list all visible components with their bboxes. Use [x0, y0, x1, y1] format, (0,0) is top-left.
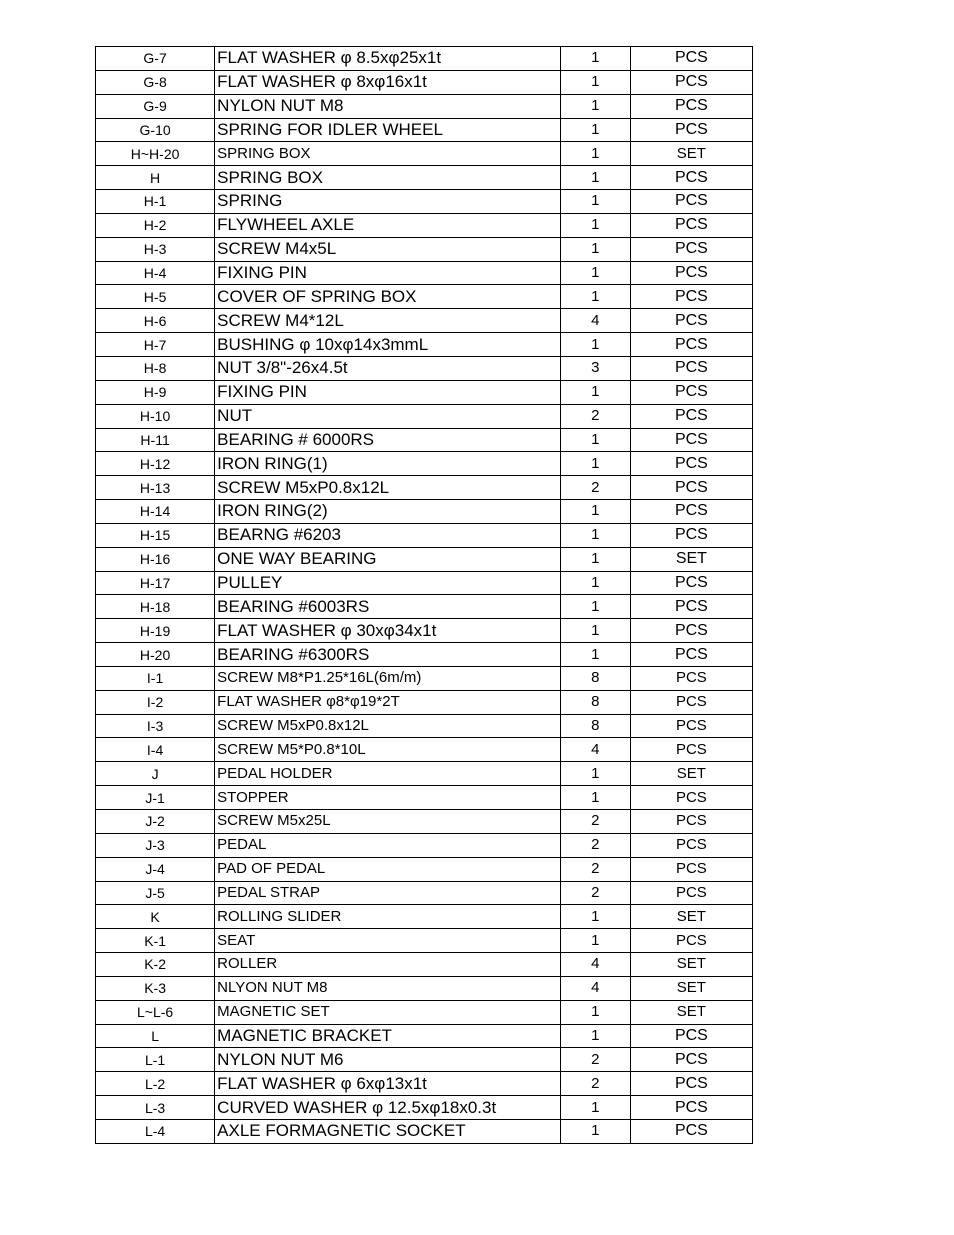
part-code-cell: H-11 [96, 428, 215, 452]
part-code-cell: G-10 [96, 118, 215, 142]
part-code-cell: K [96, 905, 215, 929]
part-unit-cell: SET [630, 976, 752, 1000]
table-row [96, 428, 753, 452]
part-quantity-cell: 2 [560, 1072, 630, 1096]
part-unit-cell: PCS [630, 881, 752, 905]
part-code-cell: K-1 [96, 929, 215, 953]
part-code-cell: L-4 [96, 1119, 215, 1143]
part-unit-cell: PCS [630, 94, 752, 118]
part-quantity-cell: 2 [560, 881, 630, 905]
part-code-cell: H-3 [96, 237, 215, 261]
part-description-cell: PEDAL STRAP [215, 881, 561, 905]
part-description-cell: PULLEY [215, 571, 561, 595]
part-unit-cell: PCS [630, 118, 752, 142]
part-description-cell: SPRING [215, 190, 561, 214]
table-row [96, 47, 753, 71]
part-unit-cell: PCS [630, 500, 752, 524]
part-quantity-cell: 1 [560, 428, 630, 452]
part-unit-cell: PCS [630, 738, 752, 762]
part-quantity-cell: 1 [560, 190, 630, 214]
parts-list-table [95, 46, 753, 1144]
table-row [96, 571, 753, 595]
part-quantity-cell: 1 [560, 1096, 630, 1120]
part-description-cell: SCREW M5xP0.8x12L [215, 476, 561, 500]
part-description-cell: CURVED WASHER φ 12.5xφ18x0.3t [215, 1096, 561, 1120]
part-unit-cell: PCS [630, 333, 752, 357]
table-row [96, 833, 753, 857]
part-unit-cell: PCS [630, 166, 752, 190]
part-code-cell: J-1 [96, 786, 215, 810]
table-row [96, 1072, 753, 1096]
part-quantity-cell: 1 [560, 643, 630, 667]
part-code-cell: G-9 [96, 94, 215, 118]
part-code-cell: H-18 [96, 595, 215, 619]
part-code-cell: I-1 [96, 666, 215, 690]
table-row [96, 261, 753, 285]
part-unit-cell: PCS [630, 237, 752, 261]
table-row [96, 786, 753, 810]
part-quantity-cell: 2 [560, 1048, 630, 1072]
part-code-cell: H-6 [96, 309, 215, 333]
table-row [96, 380, 753, 404]
part-description-cell: MAGNETIC BRACKET [215, 1024, 561, 1048]
part-code-cell: L [96, 1024, 215, 1048]
part-unit-cell: PCS [630, 47, 752, 71]
part-code-cell: H-4 [96, 261, 215, 285]
part-code-cell: H-20 [96, 643, 215, 667]
part-quantity-cell: 4 [560, 976, 630, 1000]
part-unit-cell: PCS [630, 285, 752, 309]
part-code-cell: H-2 [96, 213, 215, 237]
part-unit-cell: PCS [630, 666, 752, 690]
part-unit-cell: PCS [630, 356, 752, 380]
part-quantity-cell: 1 [560, 333, 630, 357]
part-quantity-cell: 1 [560, 452, 630, 476]
part-unit-cell: PCS [630, 309, 752, 333]
part-unit-cell: PCS [630, 786, 752, 810]
part-unit-cell: SET [630, 762, 752, 786]
part-description-cell: SCREW M5*P0.8*10L [215, 738, 561, 762]
part-quantity-cell: 1 [560, 595, 630, 619]
parts-list-body [96, 47, 753, 1144]
table-row [96, 738, 753, 762]
part-code-cell: K-3 [96, 976, 215, 1000]
table-row [96, 356, 753, 380]
part-code-cell: I-4 [96, 738, 215, 762]
part-unit-cell: SET [630, 1000, 752, 1024]
part-code-cell: G-7 [96, 47, 215, 71]
part-quantity-cell: 1 [560, 619, 630, 643]
part-description-cell: PEDAL HOLDER [215, 762, 561, 786]
part-quantity-cell: 1 [560, 70, 630, 94]
part-code-cell: J-5 [96, 881, 215, 905]
part-description-cell: FLAT WASHER φ8*φ19*2T [215, 690, 561, 714]
part-unit-cell: PCS [630, 1024, 752, 1048]
part-code-cell: J [96, 762, 215, 786]
part-code-cell: G-8 [96, 70, 215, 94]
table-row [96, 1024, 753, 1048]
part-description-cell: BEARING # 6000RS [215, 428, 561, 452]
part-quantity-cell: 1 [560, 380, 630, 404]
part-code-cell: L~L-6 [96, 1000, 215, 1024]
part-description-cell: SCREW M4x5L [215, 237, 561, 261]
part-description-cell: FIXING PIN [215, 380, 561, 404]
table-row [96, 476, 753, 500]
part-code-cell: L-1 [96, 1048, 215, 1072]
part-unit-cell: PCS [630, 1048, 752, 1072]
table-row [96, 690, 753, 714]
part-code-cell: L-2 [96, 1072, 215, 1096]
table-row [96, 547, 753, 571]
part-quantity-cell: 1 [560, 786, 630, 810]
part-quantity-cell: 3 [560, 356, 630, 380]
part-description-cell: FLAT WASHER φ 8xφ16x1t [215, 70, 561, 94]
part-unit-cell: PCS [630, 643, 752, 667]
part-unit-cell: PCS [630, 70, 752, 94]
table-row [96, 1000, 753, 1024]
part-quantity-cell: 1 [560, 1000, 630, 1024]
part-unit-cell: PCS [630, 714, 752, 738]
part-unit-cell: PCS [630, 929, 752, 953]
part-code-cell: I-2 [96, 690, 215, 714]
part-quantity-cell: 8 [560, 714, 630, 738]
part-description-cell: IRON RING(1) [215, 452, 561, 476]
part-unit-cell: PCS [630, 1072, 752, 1096]
part-quantity-cell: 4 [560, 738, 630, 762]
table-row [96, 1096, 753, 1120]
table-row [96, 881, 753, 905]
part-code-cell: H-19 [96, 619, 215, 643]
part-code-cell: H-17 [96, 571, 215, 595]
part-quantity-cell: 1 [560, 905, 630, 929]
part-description-cell: SCREW M8*P1.25*16L(6m/m) [215, 666, 561, 690]
part-quantity-cell: 8 [560, 690, 630, 714]
part-unit-cell: PCS [630, 571, 752, 595]
part-code-cell: H-14 [96, 500, 215, 524]
table-row [96, 595, 753, 619]
part-code-cell: H-1 [96, 190, 215, 214]
part-description-cell: ONE WAY BEARING [215, 547, 561, 571]
part-code-cell: K-2 [96, 953, 215, 977]
part-quantity-cell: 1 [560, 94, 630, 118]
table-row [96, 976, 753, 1000]
table-row [96, 333, 753, 357]
part-quantity-cell: 1 [560, 166, 630, 190]
part-description-cell: NYLON NUT M6 [215, 1048, 561, 1072]
part-quantity-cell: 1 [560, 118, 630, 142]
part-quantity-cell: 2 [560, 476, 630, 500]
part-code-cell: H-12 [96, 452, 215, 476]
part-description-cell: FLYWHEEL AXLE [215, 213, 561, 237]
part-quantity-cell: 2 [560, 404, 630, 428]
part-unit-cell: PCS [630, 690, 752, 714]
part-quantity-cell: 2 [560, 833, 630, 857]
part-description-cell: NUT [215, 404, 561, 428]
part-description-cell: NLYON NUT M8 [215, 976, 561, 1000]
part-description-cell: PEDAL [215, 833, 561, 857]
part-description-cell: SPRING BOX [215, 142, 561, 166]
part-code-cell: H-7 [96, 333, 215, 357]
part-code-cell: H [96, 166, 215, 190]
part-description-cell: SEAT [215, 929, 561, 953]
part-quantity-cell: 1 [560, 142, 630, 166]
part-unit-cell: PCS [630, 595, 752, 619]
table-row [96, 523, 753, 547]
part-quantity-cell: 4 [560, 953, 630, 977]
table-row [96, 857, 753, 881]
part-unit-cell: PCS [630, 857, 752, 881]
table-row [96, 500, 753, 524]
part-unit-cell: PCS [630, 1096, 752, 1120]
table-row [96, 929, 753, 953]
part-description-cell: FLAT WASHER φ 8.5xφ25x1t [215, 47, 561, 71]
part-description-cell: ROLLING SLIDER [215, 905, 561, 929]
part-description-cell: SPRING FOR IDLER WHEEL [215, 118, 561, 142]
part-quantity-cell: 1 [560, 285, 630, 309]
part-code-cell: J-3 [96, 833, 215, 857]
part-unit-cell: SET [630, 547, 752, 571]
part-description-cell: AXLE FORMAGNETIC SOCKET [215, 1119, 561, 1143]
part-unit-cell: PCS [630, 404, 752, 428]
part-unit-cell: PCS [630, 619, 752, 643]
table-row [96, 166, 753, 190]
part-unit-cell: PCS [630, 523, 752, 547]
part-quantity-cell: 4 [560, 309, 630, 333]
part-description-cell: SCREW M5xP0.8x12L [215, 714, 561, 738]
table-row [96, 810, 753, 834]
table-row [96, 213, 753, 237]
part-unit-cell: SET [630, 905, 752, 929]
part-quantity-cell: 1 [560, 47, 630, 71]
part-description-cell: MAGNETIC SET [215, 1000, 561, 1024]
part-description-cell: PAD OF PEDAL [215, 857, 561, 881]
part-description-cell: SCREW M5x25L [215, 810, 561, 834]
part-quantity-cell: 1 [560, 1024, 630, 1048]
part-code-cell: H-5 [96, 285, 215, 309]
table-row [96, 953, 753, 977]
part-code-cell: H-10 [96, 404, 215, 428]
table-row [96, 452, 753, 476]
part-quantity-cell: 1 [560, 762, 630, 786]
part-description-cell: BEARING #6300RS [215, 643, 561, 667]
part-quantity-cell: 1 [560, 571, 630, 595]
part-unit-cell: PCS [630, 833, 752, 857]
part-code-cell: H-13 [96, 476, 215, 500]
table-row [96, 1119, 753, 1143]
table-row [96, 94, 753, 118]
part-description-cell: ROLLER [215, 953, 561, 977]
part-description-cell: SCREW M4*12L [215, 309, 561, 333]
part-description-cell: SPRING BOX [215, 166, 561, 190]
part-quantity-cell: 1 [560, 1119, 630, 1143]
part-unit-cell: PCS [630, 380, 752, 404]
part-quantity-cell: 1 [560, 237, 630, 261]
part-quantity-cell: 1 [560, 523, 630, 547]
part-unit-cell: PCS [630, 452, 752, 476]
table-row [96, 905, 753, 929]
table-row [96, 666, 753, 690]
part-description-cell: BUSHING φ 10xφ14x3mmL [215, 333, 561, 357]
table-row [96, 404, 753, 428]
part-unit-cell: PCS [630, 261, 752, 285]
part-quantity-cell: 1 [560, 213, 630, 237]
table-row [96, 118, 753, 142]
part-description-cell: STOPPER [215, 786, 561, 810]
part-quantity-cell: 1 [560, 929, 630, 953]
table-row [96, 762, 753, 786]
part-description-cell: FLAT WASHER φ 30xφ34x1t [215, 619, 561, 643]
table-row [96, 237, 753, 261]
part-code-cell: I-3 [96, 714, 215, 738]
part-quantity-cell: 2 [560, 810, 630, 834]
table-row [96, 1048, 753, 1072]
part-code-cell: H-15 [96, 523, 215, 547]
part-description-cell: FLAT WASHER φ 6xφ13x1t [215, 1072, 561, 1096]
part-unit-cell: SET [630, 953, 752, 977]
part-description-cell: BEARING #6003RS [215, 595, 561, 619]
part-quantity-cell: 2 [560, 857, 630, 881]
part-code-cell: H-9 [96, 380, 215, 404]
part-description-cell: NYLON NUT M8 [215, 94, 561, 118]
table-row [96, 643, 753, 667]
table-row [96, 70, 753, 94]
part-description-cell: FIXING PIN [215, 261, 561, 285]
part-quantity-cell: 1 [560, 547, 630, 571]
table-row [96, 619, 753, 643]
part-quantity-cell: 1 [560, 500, 630, 524]
part-code-cell: H-8 [96, 356, 215, 380]
part-code-cell: L-3 [96, 1096, 215, 1120]
part-unit-cell: PCS [630, 190, 752, 214]
part-unit-cell: PCS [630, 810, 752, 834]
part-quantity-cell: 8 [560, 666, 630, 690]
part-description-cell: COVER OF SPRING BOX [215, 285, 561, 309]
part-code-cell: H-16 [96, 547, 215, 571]
part-unit-cell: PCS [630, 428, 752, 452]
part-description-cell: BEARNG #6203 [215, 523, 561, 547]
table-row [96, 285, 753, 309]
part-quantity-cell: 1 [560, 261, 630, 285]
part-description-cell: NUT 3/8"-26x4.5t [215, 356, 561, 380]
table-row [96, 309, 753, 333]
part-description-cell: IRON RING(2) [215, 500, 561, 524]
part-unit-cell: SET [630, 142, 752, 166]
part-code-cell: J-2 [96, 810, 215, 834]
table-row [96, 142, 753, 166]
part-code-cell: J-4 [96, 857, 215, 881]
table-row [96, 714, 753, 738]
part-code-cell: H~H-20 [96, 142, 215, 166]
part-unit-cell: PCS [630, 213, 752, 237]
part-unit-cell: PCS [630, 476, 752, 500]
part-unit-cell: PCS [630, 1119, 752, 1143]
table-row [96, 190, 753, 214]
